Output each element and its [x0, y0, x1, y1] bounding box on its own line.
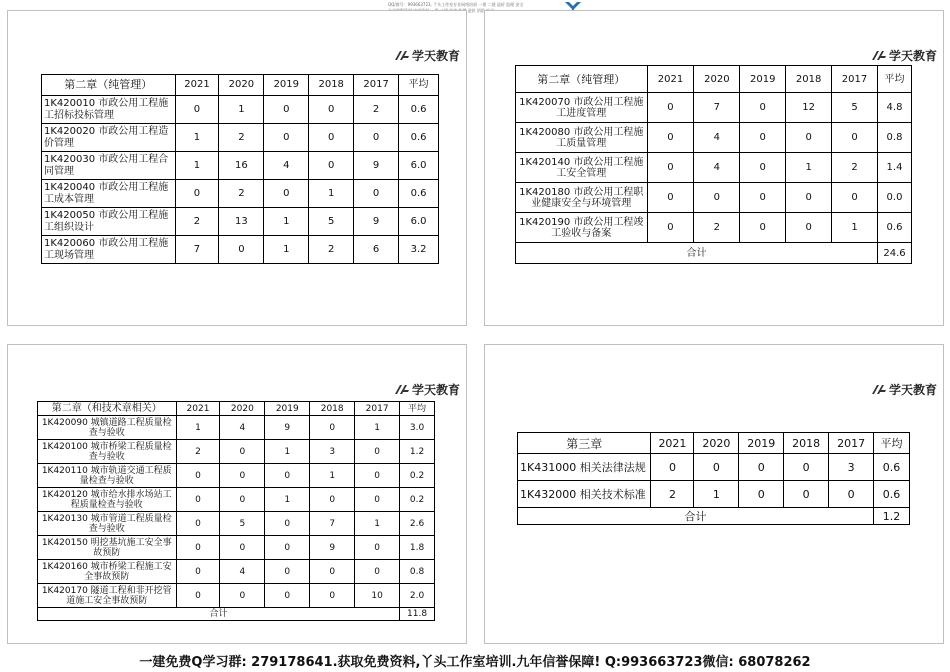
table-header: 第二章（和技术章相关） — [38, 402, 177, 416]
brand-icon — [872, 50, 886, 61]
brand-logo — [395, 381, 460, 398]
row-name: 1K420110 城市轨道交通工程质量检查与验收 — [38, 464, 177, 488]
col-2020: 2020 — [220, 402, 265, 416]
footer-promo-text: 一建免费Q学习群: 279178641.获取免费资料,丫头工作室培训.九年信誉保障! Q:993663723微信: 68078262 — [139, 655, 811, 670]
cell: 0 — [310, 416, 355, 440]
cell: 0 — [265, 464, 310, 488]
slide-2 — [484, 10, 944, 326]
cell: 1 — [264, 236, 309, 264]
table-header: 第二章（纯管理） — [42, 75, 176, 96]
cell: 0 — [832, 183, 878, 213]
col-2017: 2017 — [355, 402, 400, 416]
cell-average: 1.8 — [400, 536, 435, 560]
cell: 0 — [740, 153, 786, 183]
cell: 0 — [694, 183, 740, 213]
cell-average: 0.6 — [399, 124, 439, 152]
table-total-row — [38, 608, 435, 621]
cell: 0 — [784, 481, 829, 508]
cell: 5 — [220, 512, 265, 536]
cell: 1 — [310, 464, 355, 488]
col-2020: 2020 — [219, 75, 264, 96]
total-value: 1.2 — [874, 508, 910, 525]
brand-logo — [395, 47, 460, 64]
slide-3 — [7, 344, 467, 644]
cell: 1 — [219, 96, 264, 124]
col-average: 平均 — [400, 402, 435, 416]
col-2019: 2019 — [740, 66, 786, 93]
row-name: 1K420140 市政公用工程施工安全管理 — [516, 153, 648, 183]
cell: 5 — [832, 93, 878, 123]
table-chapter2-pure-management-2 — [515, 65, 912, 264]
row-name: 1K420050 市政公用工程施工组织设计 — [42, 208, 176, 236]
brand-icon — [395, 50, 409, 61]
table-row — [516, 213, 912, 243]
top-watermark-line2: 造价 消防 — [467, 8, 485, 13]
cell: 0 — [355, 488, 400, 512]
cell: 3 — [829, 454, 874, 481]
col-2019: 2019 — [739, 433, 784, 454]
row-name: 1K420150 明挖基坑施工安全事故预防 — [38, 536, 177, 560]
cell: 0 — [647, 93, 694, 123]
table-header: 第二章（纯管理） — [516, 66, 648, 93]
col-2021: 2021 — [647, 66, 694, 93]
cell: 0 — [355, 560, 400, 584]
cell: 0 — [310, 560, 355, 584]
cell: 0 — [219, 236, 264, 264]
cell: 0 — [786, 213, 832, 243]
cell: 0 — [829, 481, 874, 508]
table-row — [516, 123, 912, 153]
cell: 0 — [309, 96, 354, 124]
col-2021: 2021 — [175, 75, 219, 96]
cell: 0 — [220, 488, 265, 512]
total-label: 合计 — [38, 608, 400, 621]
cell-average: 6.0 — [399, 152, 439, 180]
brand-text: 学天教育 — [888, 383, 937, 397]
table-row — [42, 236, 439, 264]
cell: 0 — [647, 183, 694, 213]
row-name: 1K420100 城市桥梁工程质量检查与验收 — [38, 440, 177, 464]
cell-average: 0.6 — [399, 180, 439, 208]
table-row — [38, 440, 435, 464]
cell-average: 3.0 — [400, 416, 435, 440]
table-header: 第三章 — [518, 433, 651, 454]
row-name: 1K431000 相关法律法规 — [518, 454, 651, 481]
cell-average: 1.2 — [400, 440, 435, 464]
cell: 0 — [264, 124, 309, 152]
cell: 7 — [310, 512, 355, 536]
cell-average: 2.6 — [400, 512, 435, 536]
cell: 0 — [265, 536, 310, 560]
cell: 0 — [265, 560, 310, 584]
cell: 2 — [175, 208, 219, 236]
col-2018: 2018 — [310, 402, 355, 416]
col-2020: 2020 — [694, 66, 740, 93]
cell: 4 — [694, 123, 740, 153]
brand-text: 学天教育 — [411, 49, 460, 63]
row-name: 1K420130 城市管道工程质量检查与验收 — [38, 512, 177, 536]
cell: 1 — [176, 416, 220, 440]
cell: 0 — [175, 96, 219, 124]
cell: 0 — [264, 96, 309, 124]
total-value: 11.8 — [400, 608, 435, 621]
col-2018: 2018 — [309, 75, 354, 96]
cell: 0 — [309, 124, 354, 152]
col-average: 平均 — [874, 433, 910, 454]
cell: 0 — [694, 454, 739, 481]
cell-average: 0.2 — [400, 464, 435, 488]
cell: 9 — [265, 416, 310, 440]
slide-1 — [7, 10, 467, 326]
cell: 0 — [355, 536, 400, 560]
col-2019: 2019 — [265, 402, 310, 416]
cell-average: 0.6 — [399, 96, 439, 124]
table-total-row — [516, 243, 912, 264]
row-name: 1K420190 市政公用工程竣工验收与备案 — [516, 213, 648, 243]
cell: 7 — [175, 236, 219, 264]
cell: 1 — [175, 124, 219, 152]
cell: 0 — [740, 93, 786, 123]
row-name: 1K420080 市政公用工程施工质量管理 — [516, 123, 648, 153]
cell: 0 — [354, 124, 399, 152]
cell: 0 — [176, 536, 220, 560]
cell-average: 0.6 — [874, 454, 910, 481]
cell: 1 — [265, 440, 310, 464]
col-2021: 2021 — [651, 433, 694, 454]
cell-average: 0.0 — [877, 183, 911, 213]
cell: 2 — [309, 236, 354, 264]
row-name: 1K420040 市政公用工程施工成本管理 — [42, 180, 176, 208]
row-name: 1K420060 市政公用工程施工现场管理 — [42, 236, 176, 264]
table-row — [42, 96, 439, 124]
cell: 0 — [739, 481, 784, 508]
cell: 10 — [355, 584, 400, 608]
cell: 0 — [786, 183, 832, 213]
cell: 1 — [265, 488, 310, 512]
table-row — [38, 464, 435, 488]
cell: 2 — [176, 440, 220, 464]
total-value: 24.6 — [877, 243, 911, 264]
top-watermark-line1: QQ/群号：993663723, 丫头工作室专业网络培训 一建 二建 造价 监理 安全 — [388, 2, 524, 7]
table-chapter2-tech-related — [37, 401, 435, 621]
table-total-row — [518, 508, 910, 525]
table-row — [516, 93, 912, 123]
cell: 2 — [694, 213, 740, 243]
cell: 16 — [219, 152, 264, 180]
cell: 0 — [176, 464, 220, 488]
col-2019: 2019 — [264, 75, 309, 96]
row-name: 1K420070 市政公用工程施工进度管理 — [516, 93, 648, 123]
row-name: 1K420030 市政公用工程合同管理 — [42, 152, 176, 180]
brand-text: 学天教育 — [411, 383, 460, 397]
cell: 0 — [739, 454, 784, 481]
cell-average: 1.4 — [877, 153, 911, 183]
cell: 9 — [354, 208, 399, 236]
table-row — [38, 584, 435, 608]
cell: 0 — [220, 584, 265, 608]
cell: 0 — [220, 536, 265, 560]
cell: 7 — [694, 93, 740, 123]
table-row — [516, 153, 912, 183]
table-row — [42, 208, 439, 236]
table-row — [518, 454, 910, 481]
brand-icon — [395, 384, 409, 395]
cell: 0 — [176, 512, 220, 536]
cell: 12 — [786, 93, 832, 123]
row-name: 1K420180 市政公用工程职业健康安全与环境管理 — [516, 183, 648, 213]
cell: 0 — [265, 512, 310, 536]
cell: 0 — [740, 213, 786, 243]
cell: 4 — [220, 416, 265, 440]
row-name: 1K420010 市政公用工程施工招标投标管理 — [42, 96, 176, 124]
cell-average: 3.2 — [399, 236, 439, 264]
cell: 9 — [354, 152, 399, 180]
col-2018: 2018 — [784, 433, 829, 454]
table-row — [38, 488, 435, 512]
cell: 6 — [354, 236, 399, 264]
row-name: 1K420090 城镇道路工程质量检查与验收 — [38, 416, 177, 440]
table-row — [42, 152, 439, 180]
col-2017: 2017 — [354, 75, 399, 96]
cell: 0 — [310, 488, 355, 512]
cell: 0 — [784, 454, 829, 481]
cell-average: 0.6 — [877, 213, 911, 243]
cell: 4 — [264, 152, 309, 180]
table-row — [42, 124, 439, 152]
cell: 2 — [219, 124, 264, 152]
cell: 0 — [220, 440, 265, 464]
cell: 0 — [740, 123, 786, 153]
cell: 0 — [355, 464, 400, 488]
cell: 0 — [309, 152, 354, 180]
cell: 1 — [355, 416, 400, 440]
cell: 0 — [175, 180, 219, 208]
col-2017: 2017 — [832, 66, 878, 93]
cell: 0 — [176, 488, 220, 512]
cell: 0 — [176, 560, 220, 584]
table-chapter3 — [517, 432, 910, 525]
col-2018: 2018 — [786, 66, 832, 93]
col-average: 平均 — [877, 66, 911, 93]
cell-average: 0.8 — [400, 560, 435, 584]
cell-average: 2.0 — [400, 584, 435, 608]
table-row — [38, 512, 435, 536]
cell: 9 — [310, 536, 355, 560]
col-average: 平均 — [399, 75, 439, 96]
slide-4 — [484, 344, 944, 644]
table-row — [38, 416, 435, 440]
brand-logo — [872, 381, 937, 398]
table-row — [516, 183, 912, 213]
table-row — [518, 481, 910, 508]
cell: 0 — [786, 123, 832, 153]
cell: 0 — [310, 584, 355, 608]
table-row — [42, 180, 439, 208]
cell: 2 — [832, 153, 878, 183]
cell: 0 — [647, 213, 694, 243]
cell: 0 — [832, 123, 878, 153]
cell-average: 6.0 — [399, 208, 439, 236]
cell: 0 — [264, 180, 309, 208]
row-name: 1K432000 相关技术标准 — [518, 481, 651, 508]
cell-average: 0.6 — [874, 481, 910, 508]
col-2017: 2017 — [829, 433, 874, 454]
cell: 0 — [740, 183, 786, 213]
cell: 3 — [310, 440, 355, 464]
cell: 13 — [219, 208, 264, 236]
cell-average: 4.8 — [877, 93, 911, 123]
cell: 2 — [354, 96, 399, 124]
row-name: 1K420160 城市桥梁工程施工安全事故预防 — [38, 560, 177, 584]
total-label: 合计 — [516, 243, 878, 264]
brand-icon — [872, 384, 886, 395]
cell: 1 — [355, 512, 400, 536]
cell: 4 — [694, 153, 740, 183]
cell: 1 — [264, 208, 309, 236]
row-name: 1K420120 城市给水排水场站工程质量检查与验收 — [38, 488, 177, 512]
table-row — [38, 536, 435, 560]
cell: 0 — [265, 584, 310, 608]
cell-average: 0.8 — [877, 123, 911, 153]
cell: 0 — [355, 440, 400, 464]
col-2021: 2021 — [176, 402, 220, 416]
brand-logo — [872, 47, 937, 64]
row-name: 1K420170 隧道工程和非开挖管道施工安全事故预防 — [38, 584, 177, 608]
cell: 0 — [647, 153, 694, 183]
table-chapter2-pure-management-1 — [41, 74, 439, 264]
cell: 0 — [354, 180, 399, 208]
col-2020: 2020 — [694, 433, 739, 454]
cell: 0 — [220, 464, 265, 488]
cell: 1 — [786, 153, 832, 183]
cell: 0 — [647, 123, 694, 153]
row-name: 1K420020 市政公用工程造价管理 — [42, 124, 176, 152]
cell-average: 0.2 — [400, 488, 435, 512]
cell: 0 — [176, 584, 220, 608]
cell: 1 — [694, 481, 739, 508]
total-label: 合计 — [518, 508, 874, 525]
cell: 1 — [309, 180, 354, 208]
cell: 2 — [651, 481, 694, 508]
table-row — [38, 560, 435, 584]
cell: 5 — [309, 208, 354, 236]
brand-text: 学天教育 — [888, 49, 937, 63]
cell: 0 — [651, 454, 694, 481]
cell: 4 — [220, 560, 265, 584]
cell: 2 — [219, 180, 264, 208]
cell: 1 — [832, 213, 878, 243]
cell: 1 — [175, 152, 219, 180]
